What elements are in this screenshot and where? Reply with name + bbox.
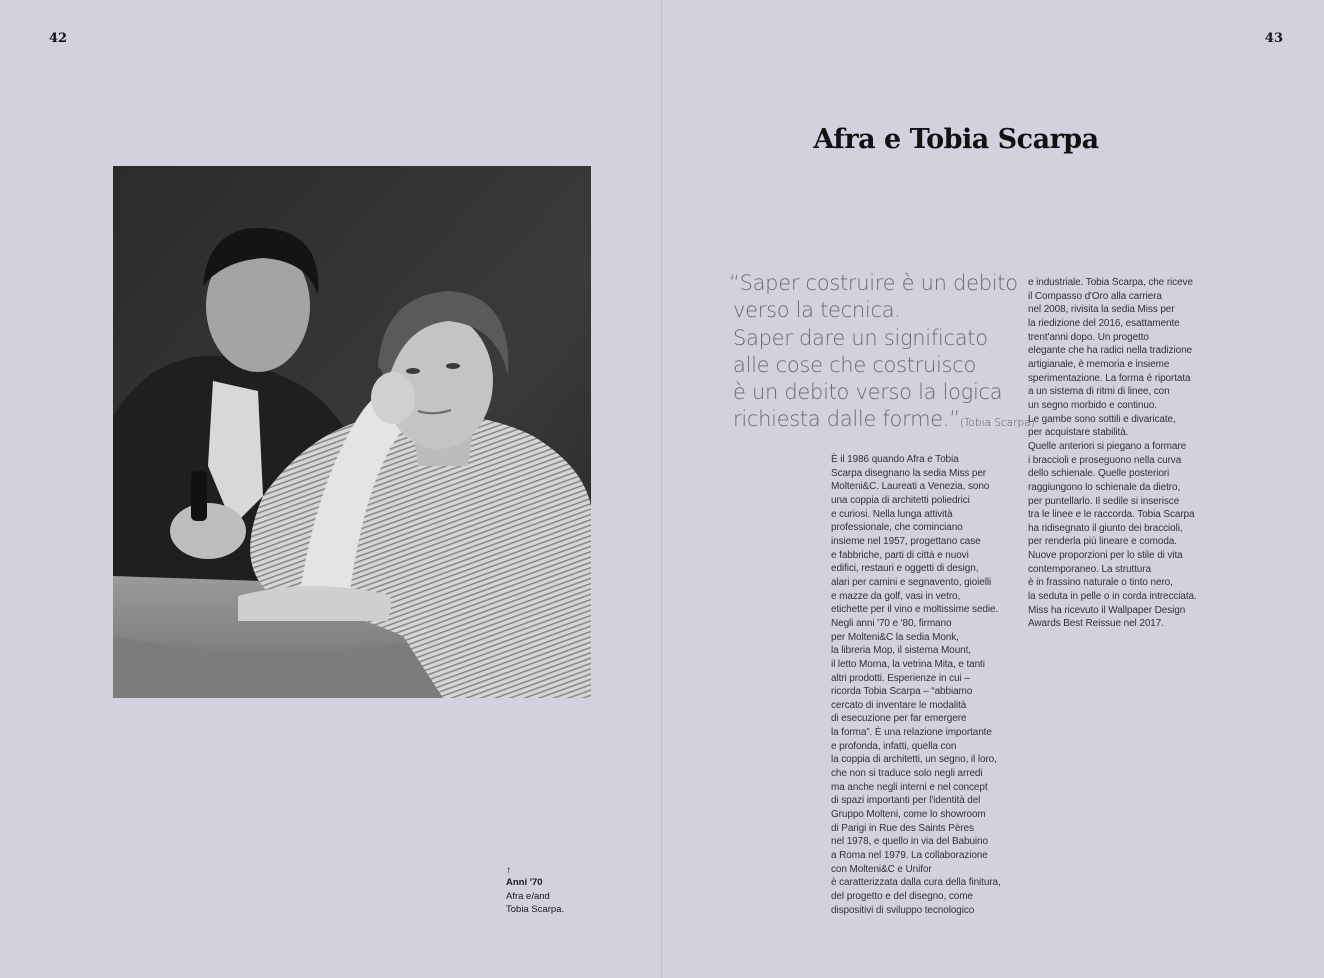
body-text-line: ma anche negli interni e nel concept (831, 781, 988, 793)
body-text-line: Le gambe sono sottili e divaricate, (1028, 413, 1176, 425)
body-text-line: a un sistema di ritmi di linee, con (1028, 386, 1170, 398)
body-text-line: per acquistare stabilità. (1028, 427, 1129, 439)
body-text-line: la coppia di architetti, un segno, il loro, (831, 754, 997, 766)
body-text-line: di spazi importanti per l'identità del (831, 795, 981, 807)
body-text-line: e fabbriche, parti di città e nuovi (831, 549, 969, 561)
body-text-line: Gruppo Molteni, come lo showroom (831, 809, 986, 821)
body-column-2 (1028, 276, 1214, 631)
body-text-line: e industriale. Tobia Scarpa, che riceve (1028, 277, 1193, 288)
body-text-line: insieme nel 1957, progettano case (831, 535, 981, 547)
quote-line: Saper dare un significato (733, 325, 988, 350)
body-text-line: di esecuzione per far emergere (831, 713, 967, 725)
body-text-line: Quelle anteriori si piegano a formare (1028, 440, 1187, 452)
portrait-photo-illustration (113, 166, 591, 698)
quote-line: richiesta dalle forme.” (733, 407, 960, 432)
arrow-up-icon: ↑ (506, 865, 511, 876)
body-text-line: per renderla più lineare e comoda. (1028, 536, 1177, 548)
body-text-line: del progetto e del disegno, come (831, 891, 973, 902)
body-text-line: il letto Morna, la vetrina Mita, e tanti (831, 658, 985, 670)
caption-line: Afra e/and (506, 890, 550, 902)
body-text-line: trent'anni dopo. Un progetto (1028, 331, 1149, 343)
body-text-line: raggiungono lo schienale da dietro, (1028, 481, 1181, 493)
quote-line: è un debito verso la logica (733, 380, 1003, 405)
body-text-line: professionale, che cominciano (831, 522, 963, 534)
body-text-line: il Compasso d'Oro alla carriera (1028, 290, 1162, 302)
body-text-line: e curiosi. Nella lunga attività (831, 508, 953, 520)
body-text-line: Nuove proporzioni per lo stile di vita (1028, 550, 1183, 562)
body-text-line: ha ridisegnato il giunto dei braccioli, (1028, 522, 1183, 534)
photo-caption (506, 866, 564, 917)
body-text-line: la forma”. È una relazione importante (831, 727, 992, 739)
page-number-left: 42 (49, 31, 68, 46)
body-text-line: e mazze da golf, vasi in vetro, (831, 590, 961, 602)
page-number-right: 43 (1264, 31, 1283, 46)
body-text-line: per Molteni&C la sedia Monk, (831, 631, 959, 643)
quote-line: verso la tecnica. (733, 298, 901, 323)
body-text-line: la riedizione del 2016, esattamente (1028, 317, 1180, 329)
body-text-line: cercato di inventare le modalità (831, 699, 967, 711)
body-text-line: altri prodotti. Esperienze in cui – (831, 672, 970, 684)
body-text-line: È il 1986 quando Afra e Tobia (831, 454, 959, 465)
article-title: Afra e Tobia Scarpa (813, 124, 1099, 155)
body-text-line: etichette per il vino e moltissime sedie. (831, 604, 999, 616)
body-text-line: dello schienale. Quelle posteriori (1028, 468, 1170, 480)
body-text-line: di Parigi in Rue des Saints Pères (831, 822, 974, 834)
body-text-line: nel 2008, rivisita la sedia Miss per (1028, 304, 1175, 316)
body-text-line: sperimentazione. La forma è riportata (1028, 372, 1191, 384)
body-text-line: Molteni&C. Laureati a Venezia, sono (831, 481, 990, 493)
body-text-line: artigianale, è memoria e insieme (1028, 358, 1170, 370)
body-text-line: alari per camini e segnavento, gioielli (831, 576, 992, 588)
body-text-line: tra le linee e le raccorda. Tobia Scarpa (1028, 509, 1195, 521)
body-text-line: una coppia di architetti poliedrici (831, 494, 970, 506)
body-text-line: contemporaneo. La struttura (1028, 563, 1151, 575)
body-text-line: è in frassino naturale o tinto nero, (1028, 577, 1173, 589)
body-text-line: che non si traduce solo negli arredi (831, 768, 983, 780)
body-text-line: con Molteni&C e Unifor (831, 863, 932, 875)
caption-title: Anni '70 (506, 877, 543, 888)
body-text-line: edifici, restauri e oggetti di design, (831, 563, 979, 575)
body-text-line: è caratterizzata dalla cura della finitura, (831, 877, 1001, 889)
body-text-line: ricorda Tobia Scarpa – “abbiamo (831, 686, 973, 698)
body-text-line: elegante che ha radici nella tradizione (1028, 345, 1192, 357)
body-text-line: a Roma nel 1979. La collaborazione (831, 850, 988, 862)
quote-line: alle cose che costruisco (733, 352, 976, 377)
portrait-photo (113, 166, 591, 698)
pull-quote (729, 270, 1035, 438)
body-text-line: Miss ha ricevuto il Wallpaper Design (1028, 604, 1186, 616)
body-text-line: Awards Best Reissue nel 2017. (1028, 618, 1164, 630)
body-text-line: per puntellarlo. Il sedile si inserisce (1028, 495, 1180, 507)
quote-line: “Saper costruire è un debito (729, 271, 1018, 295)
body-text-line: un segno morbido e continuo. (1028, 399, 1157, 411)
body-column-1 (831, 453, 1017, 917)
body-text-line: dispositivi di sviluppo tecnologico (831, 904, 975, 916)
body-text-line: nel 1978, e quello in via del Babuino (831, 836, 988, 848)
body-text-line: e profonda, infatti, quella con (831, 740, 957, 752)
caption-line: Tobia Scarpa. (506, 904, 565, 915)
body-text-line: Negli anni '70 e '80, firmano (831, 617, 952, 629)
body-text-line: Scarpa disegnano la sedia Miss per (831, 467, 987, 479)
body-text-line: la seduta in pelle o in corda intrecciata. (1028, 591, 1197, 603)
body-text-line: i braccioli e proseguono nella curva (1028, 454, 1182, 466)
body-text-line: la libreria Mop, il sistema Mount, (831, 645, 971, 657)
quote-attribution: (Tobia Scarpa) (959, 417, 1035, 430)
